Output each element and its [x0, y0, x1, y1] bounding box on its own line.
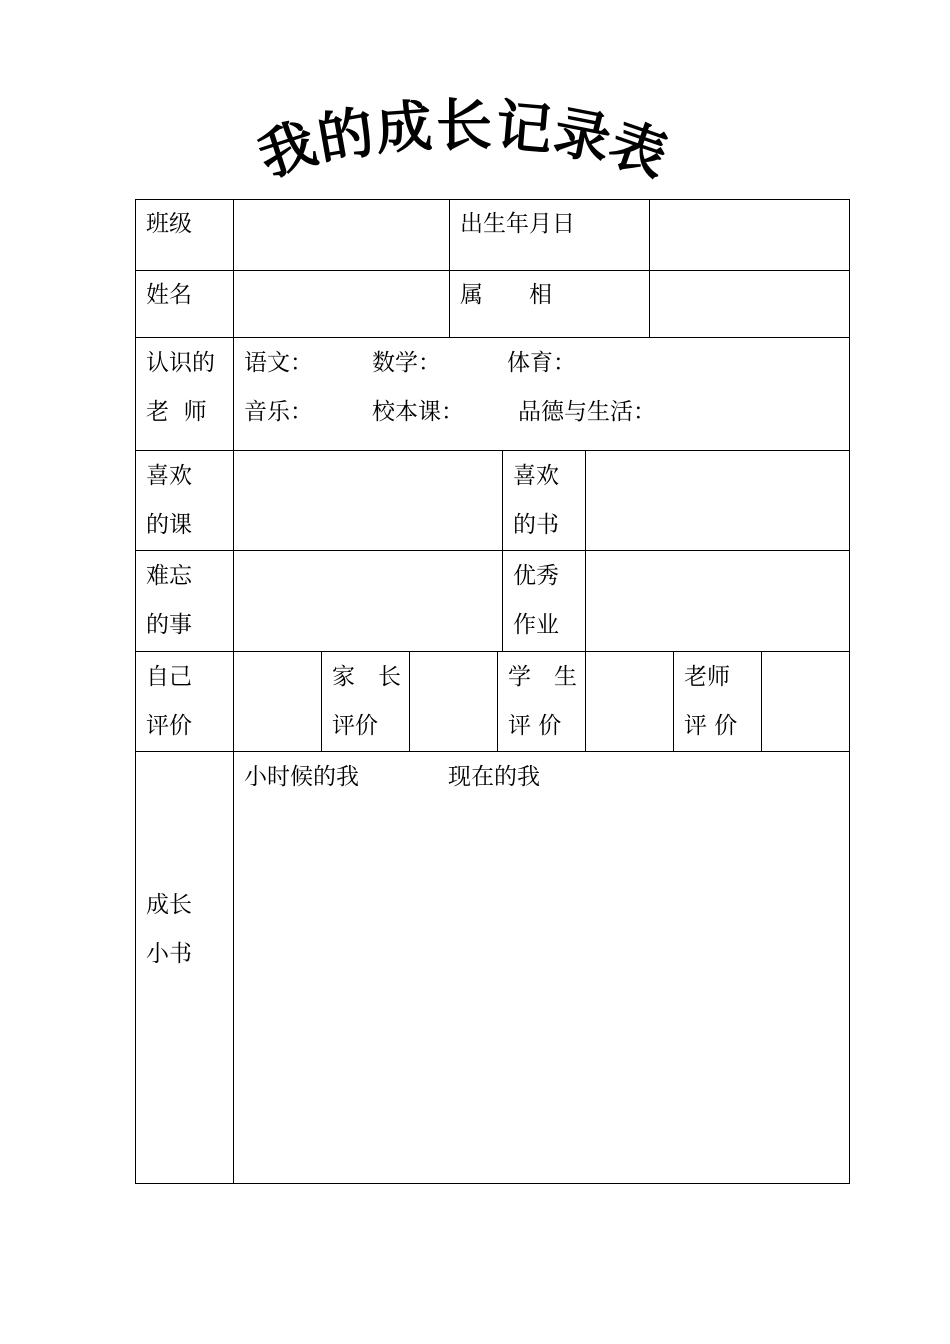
table-rule: [673, 651, 674, 751]
teacher-evaluation-label-line1: 老师: [684, 664, 730, 690]
teachers-label-line1: 认识的: [146, 350, 215, 376]
title-char: 表: [601, 110, 676, 191]
table-border: [135, 199, 136, 1184]
teacher-evaluation-label-line2: 评 价: [684, 713, 738, 739]
excellent-homework-value[interactable]: [586, 551, 849, 651]
page-title: [250, 93, 690, 191]
table-rule: [321, 651, 322, 751]
title-char: 成: [373, 94, 435, 163]
favorite-book-label-line2: 的书: [513, 512, 559, 538]
birthday-value[interactable]: [650, 200, 849, 270]
title-char: 长: [436, 94, 492, 159]
favorite-book-value[interactable]: [586, 451, 849, 550]
morality-teacher-label: 品德与生活：: [518, 399, 656, 425]
parent-evaluation-value[interactable]: [410, 652, 497, 751]
table-rule: [502, 450, 503, 651]
student-evaluation-value[interactable]: [586, 652, 673, 751]
table-border: [135, 1183, 850, 1184]
self-evaluation-label-line1: 自己: [146, 664, 192, 690]
zodiac-value[interactable]: [650, 271, 849, 337]
growth-book-label-line2: 小书: [146, 941, 192, 967]
favorite-class-value[interactable]: [234, 451, 502, 550]
growth-book-area[interactable]: [234, 800, 849, 1183]
excellent-homework-label-line2: 作业: [513, 612, 559, 638]
teachers-label-line2: 老 师: [146, 399, 207, 425]
parent-evaluation-label-line1: 家 长: [332, 664, 401, 690]
music-teacher-label: 音乐：: [244, 399, 313, 425]
childhood-me-label: 小时候的我: [244, 764, 359, 790]
teacher-evaluation-value[interactable]: [762, 652, 849, 751]
math-teacher-label: 数学：: [372, 350, 441, 376]
class-label: 班级: [146, 211, 192, 237]
excellent-homework-label-line1: 优秀: [513, 563, 559, 589]
title-char: 我: [251, 110, 325, 191]
favorite-class-label-line2: 的课: [146, 512, 192, 538]
school-course-teacher-label: 校本课：: [372, 399, 464, 425]
memorable-event-label-line1: 难忘: [146, 563, 192, 589]
name-label: 姓名: [146, 282, 192, 308]
student-evaluation-label-line1: 学 生: [508, 664, 577, 690]
memorable-event-label-line2: 的事: [146, 612, 192, 638]
table-border: [849, 199, 850, 1184]
table-rule: [135, 337, 850, 338]
birthday-label: 出生年月日: [460, 211, 575, 237]
student-evaluation-label-line2: 评 价: [508, 713, 562, 739]
memorable-event-value[interactable]: [234, 551, 502, 651]
table-rule: [497, 651, 498, 751]
name-value[interactable]: [234, 271, 449, 337]
table-rule: [135, 751, 850, 752]
title-char: 的: [312, 99, 380, 174]
current-me-label: 现在的我: [448, 764, 540, 790]
growth-book-label-line1: 成长: [146, 892, 192, 918]
zodiac-label: 属 相: [460, 282, 552, 308]
chinese-teacher-label: 语文：: [244, 350, 313, 376]
parent-evaluation-label-line2: 评价: [332, 713, 378, 739]
table-rule: [449, 199, 450, 337]
title-char: 录: [548, 99, 616, 174]
title-char: 记: [493, 93, 555, 164]
favorite-class-label-line1: 喜欢: [146, 463, 192, 489]
self-evaluation-label-line2: 评价: [146, 713, 192, 739]
pe-teacher-label: 体育：: [507, 350, 576, 376]
favorite-book-label-line1: 喜欢: [513, 463, 559, 489]
class-value[interactable]: [234, 200, 449, 270]
self-evaluation-value[interactable]: [234, 652, 321, 751]
